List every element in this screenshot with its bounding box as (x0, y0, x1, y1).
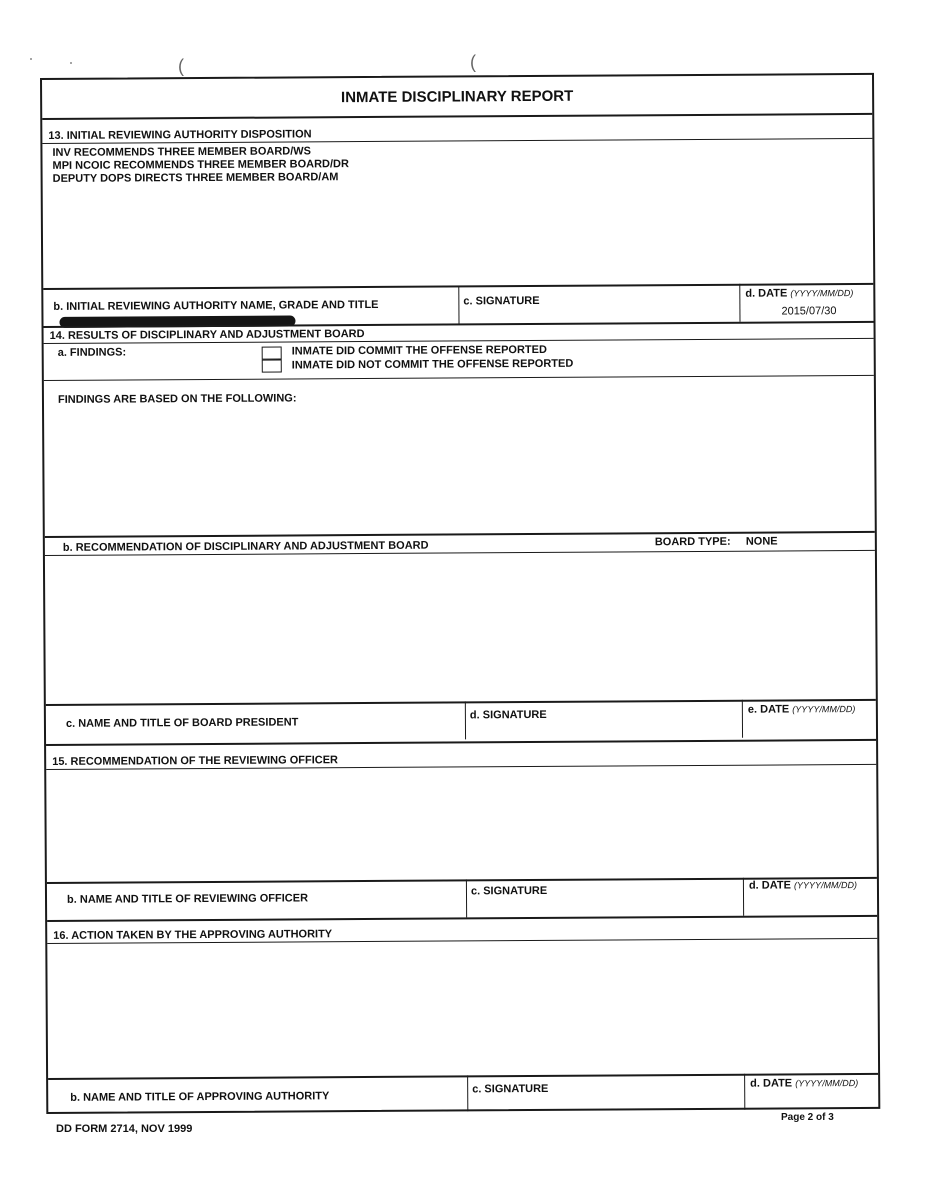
divider (458, 285, 459, 323)
board-recommendation-area[interactable] (45, 551, 876, 702)
date-label: e. DATE (YYYY/MM/DD) (747, 703, 856, 716)
disciplinary-report-form (40, 73, 880, 1114)
board-recommendation-label: b. RECOMMENDATION OF DISCIPLINARY AND ADJUSTMENT BOARD (62, 539, 429, 554)
divider (465, 701, 466, 739)
section-14-header: 14. RESULTS OF DISCIPLINARY AND ADJUSTMENT BOARD (44, 323, 874, 344)
scan-speck (70, 62, 72, 64)
section-15-header: 15. RECOMMENDATION OF THE REVIEWING OFFICER (46, 749, 876, 770)
signature-label: c. SIGNATURE (470, 884, 548, 898)
divider (466, 879, 467, 917)
section-16 (47, 915, 878, 1116)
board-type-value: NONE (745, 535, 778, 548)
punch-hole-mark: ( (178, 56, 184, 76)
page-number: Page 2 of 3 (781, 1112, 834, 1123)
date-label: d. DATE (YYYY/MM/DD) (748, 879, 858, 892)
section-14 (44, 321, 877, 744)
disposition-line: MPI NCOIC RECOMMENDS THREE MEMBER BOARD/DR (52, 158, 349, 172)
findings-basis-area[interactable] (44, 401, 875, 526)
reviewing-authority-name-label: b. INITIAL REVIEWING AUTHORITY NAME, GRADE AND TITLE (53, 298, 379, 313)
findings-label: a. FINDINGS: (57, 346, 127, 359)
section-13-header: 13. INITIAL REVIEWING AUTHORITY DISPOSITION (42, 123, 872, 144)
section-15 (46, 739, 877, 920)
scan-speck (30, 58, 32, 60)
approving-authority-action-area[interactable] (47, 941, 878, 1076)
date-label: d. DATE (YYYY/MM/DD) (745, 287, 854, 300)
did-commit-option-label: INMATE DID COMMIT THE OFFENSE REPORTED (291, 343, 547, 358)
did-commit-checkbox[interactable] (262, 347, 282, 360)
signature-label: d. SIGNATURE (469, 708, 547, 722)
section-13 (42, 115, 873, 326)
date-label: d. DATE (YYYY/MM/DD) (750, 1077, 859, 1090)
reviewing-officer-name-label: b. NAME AND TITLE OF REVIEWING OFFICER (66, 892, 309, 906)
disposition-line: DEPUTY DOPS DIRECTS THREE MEMBER BOARD/AM (52, 171, 339, 185)
disposition-line: INV RECOMMENDS THREE MEMBER BOARD/WS (52, 145, 312, 159)
divider (744, 1074, 745, 1110)
reviewing-officer-recommendation-area[interactable] (46, 767, 877, 880)
divider (742, 700, 743, 738)
divider (739, 284, 740, 322)
date-value[interactable]: 2015/07/30 (781, 305, 837, 318)
form-title: INMATE DISCIPLINARY REPORT (42, 75, 872, 120)
approving-authority-name-label: b. NAME AND TITLE OF APPROVING AUTHORITY (70, 1090, 330, 1104)
findings-basis-label: FINDINGS ARE BASED ON THE FOLLOWING: (57, 392, 297, 406)
divider (44, 375, 874, 381)
form-identifier: DD FORM 2714, NOV 1999 (56, 1123, 193, 1135)
signature-label: c. SIGNATURE (463, 294, 540, 308)
punch-hole-mark: ( (470, 52, 476, 72)
did-not-commit-checkbox[interactable] (262, 360, 282, 373)
section-13-disposition-text[interactable] (52, 145, 349, 186)
board-type-label: BOARD TYPE: (654, 535, 731, 549)
section-16-header: 16. ACTION TAKEN BY THE APPROVING AUTHORITY (47, 923, 877, 944)
divider (743, 878, 744, 916)
divider (467, 1075, 468, 1111)
board-president-label: c. NAME AND TITLE OF BOARD PRESIDENT (65, 716, 299, 730)
signature-label: c. SIGNATURE (472, 1082, 549, 1096)
did-not-commit-option-label: INMATE DID NOT COMMIT THE OFFENSE REPORTED (291, 357, 574, 372)
